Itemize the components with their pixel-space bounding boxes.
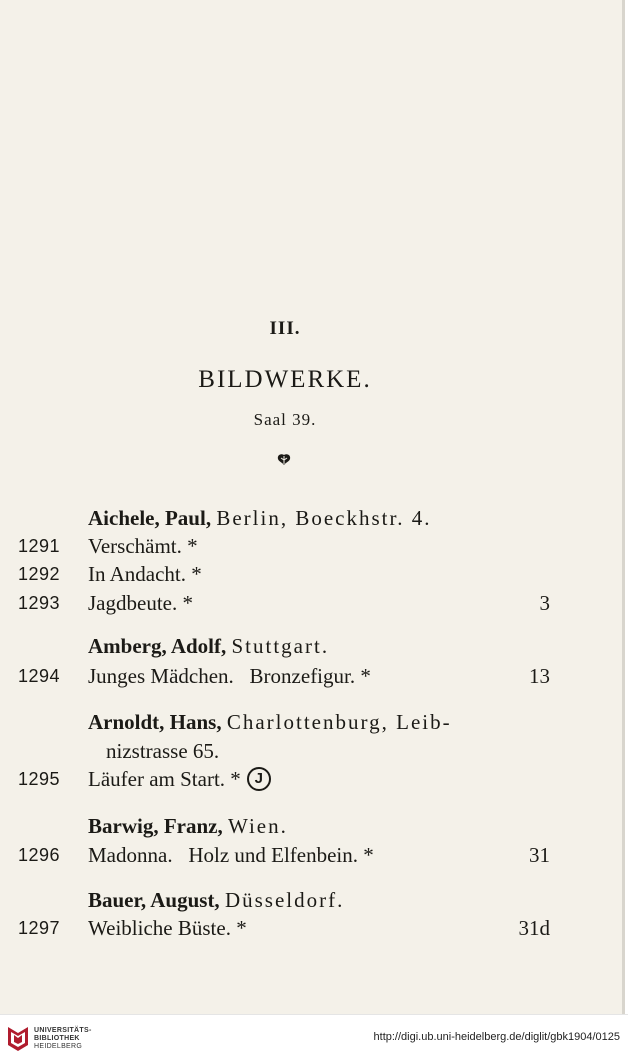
entry-title: In Andacht. * xyxy=(88,562,202,586)
entry-number: 1292 xyxy=(18,564,61,584)
entry-reference: 31 xyxy=(529,843,550,867)
catalog-entry xyxy=(0,560,600,588)
catalog-entry xyxy=(0,765,600,793)
page-url[interactable]: http://digi.ub.uni-heidelberg.de/diglit/gbk1904/0125 xyxy=(373,1031,620,1043)
artist-line xyxy=(0,812,600,840)
leaf-ornament-icon xyxy=(276,452,292,468)
artist-name: Barwig, Franz, xyxy=(88,814,223,838)
library-logo-text xyxy=(34,1027,92,1051)
entry-title: Junges Mädchen. Bronzefigur. * xyxy=(88,664,371,688)
artist-line xyxy=(0,886,600,914)
entry-number: 1294 xyxy=(18,666,61,686)
logo-line: BIBLIOTHEK xyxy=(34,1035,80,1042)
circled-letter-icon: J xyxy=(247,767,271,791)
artist-place: Wien. xyxy=(227,814,288,838)
entry-title: Jagdbeute. * xyxy=(88,591,193,615)
library-logo-icon xyxy=(6,1025,30,1053)
artist-place: Stuttgart. xyxy=(231,634,330,658)
artist-line xyxy=(0,504,600,532)
artist-place: Düsseldorf. xyxy=(224,888,345,912)
entry-title: Madonna. Holz und Elfenbein. * xyxy=(88,843,374,867)
artist-line-continuation xyxy=(0,737,600,765)
artist-name: Amberg, Adolf, xyxy=(88,634,227,658)
entry-number: 1296 xyxy=(18,845,61,865)
artist-place-continued: nizstrasse 65. xyxy=(106,739,220,763)
catalog-entry xyxy=(0,662,600,690)
entry-number: 1293 xyxy=(18,593,61,613)
catalog-entry xyxy=(0,841,600,869)
entry-reference: 31d xyxy=(518,916,550,940)
artist-name: Bauer, August, xyxy=(88,888,220,912)
artist-line xyxy=(0,708,600,736)
section-title: BILDWERKE. xyxy=(198,366,372,393)
artist-place: Charlottenburg, Leib- xyxy=(226,710,452,734)
section-number: III. xyxy=(269,318,301,339)
entry-title: Verschämt. * xyxy=(88,534,198,558)
catalog-entry xyxy=(0,589,600,617)
logo-line: UNIVERSITÄTS- xyxy=(34,1027,92,1034)
room-label: Saal 39. xyxy=(253,410,317,429)
entry-title: Weibliche Büste. * xyxy=(88,916,247,940)
catalog-entry xyxy=(0,914,600,942)
entry-reference: 13 xyxy=(529,664,550,688)
artist-name: Aichele, Paul, xyxy=(88,506,212,530)
viewer-footer xyxy=(0,1014,628,1063)
entry-number: 1297 xyxy=(18,918,61,938)
entry-title: Läufer am Start. * xyxy=(88,767,241,791)
artist-name: Arnoldt, Hans, xyxy=(88,710,222,734)
catalog-entry xyxy=(0,532,600,560)
artist-line xyxy=(0,632,600,660)
entry-number: 1291 xyxy=(18,536,61,556)
entry-reference: 3 xyxy=(539,591,550,615)
logo-line: HEIDELBERG xyxy=(34,1043,83,1050)
artist-place: Berlin, Boeckhstr. 4. xyxy=(216,506,432,530)
entry-number: 1295 xyxy=(18,769,61,789)
